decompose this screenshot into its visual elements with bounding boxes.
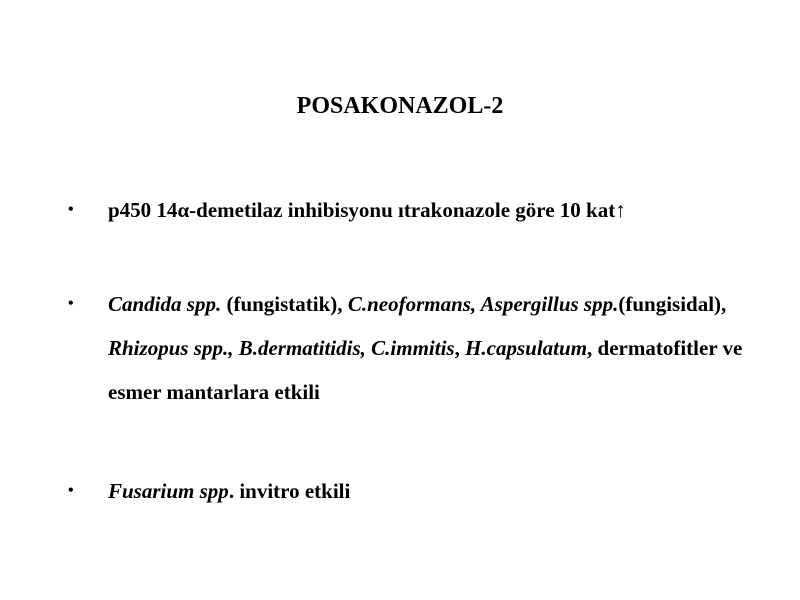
bullet-text <box>108 469 748 513</box>
text-segment: -demetilaz inhibisyonu ıtrakonazole göre 10 kat <box>189 198 616 222</box>
text-segment: C.neoformans, Aspergillus spp. <box>347 292 619 316</box>
bullet-dot-icon: • <box>68 295 74 312</box>
text-segment: Rhizopus spp., B.dermatitidis, C.immitis <box>108 336 455 360</box>
bullet-text <box>108 188 748 232</box>
slide-title: POSAKONAZOL-2 <box>296 93 504 119</box>
bullet-text <box>108 282 748 414</box>
alpha-symbol: α <box>177 198 190 222</box>
text-segment: , dermatofitler ve esmer mantarlara etkili <box>108 336 743 404</box>
bullet-dot-icon: • <box>68 201 74 218</box>
text-segment: Candida spp. <box>108 292 222 316</box>
text-segment: . invitro etkili <box>228 479 351 503</box>
text-segment: (fungisidal), <box>618 292 727 316</box>
text-segment: H.capsulatum <box>465 336 588 360</box>
text-segment: Fusarium spp <box>108 479 229 503</box>
bullet-dot-icon: • <box>68 482 74 499</box>
text-segment: p450 14 <box>108 198 178 222</box>
text-segment: , <box>454 336 466 360</box>
text-segment: (fungistatik), <box>221 292 348 316</box>
up-arrow-icon: ↑ <box>615 198 626 222</box>
